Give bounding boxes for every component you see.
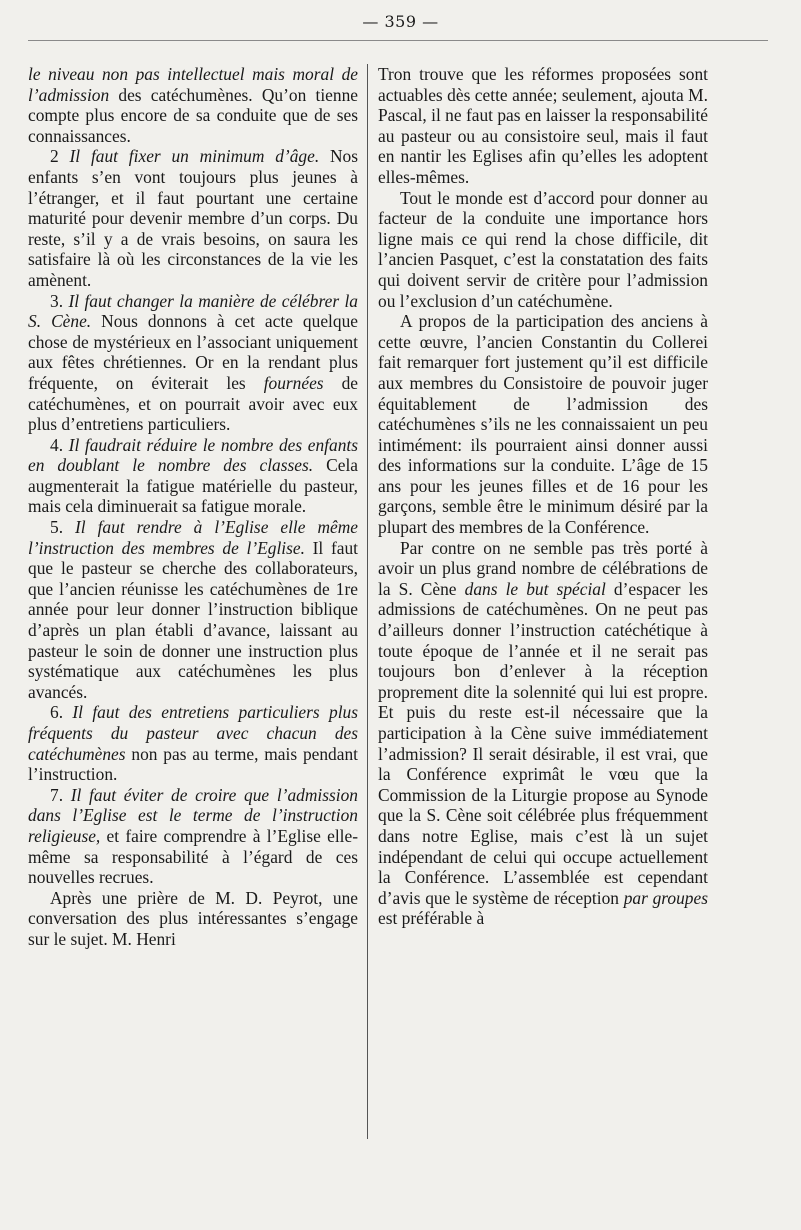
paragraph [28,785,358,888]
text-run: et faire comprendre à l’Eglise elle-même sa responsabilité à l’égard de ces nouvelles recrues. [28,825,358,888]
text-run: Tout le monde est d’accord pour donner au facteur de la conduite une importance hors ligne mais ce qui rend la chose difficile, dit l’ancien Pasquet, c’est la constatation des faits qui doivent servir de critère pour l’admission ou l’exclusion d’un catéchumène. [378,187,708,311]
paragraph [378,188,708,312]
paragraph [28,888,358,950]
paragraph [378,311,708,538]
text-run: 4. [50,434,69,455]
text-run: A propos de la participation des anciens à cette œuvre, l’ancien Constantin du Collerei fait remarquer fort justement qu’il est difficile aux membres du Consistoire de pouvoir juger équitablement de l’admission des catéchumènes s’ils ne les connaissaient un peu intimément: ils pourraient ainsi donner aussi des informations sur la conduite. L’âge de 15 ans pour les jeunes filles et de 16 pour les garçons, semble être le minimum désiré par la plupart des membres de la Conférence. [378,311,708,538]
column-divider [367,64,368,1139]
text-run: des catéchumènes. Qu’on tienne compte plus encore de sa conduite que de ses connaissances. [28,84,358,146]
paragraph [28,146,358,290]
text-run: d’espacer les admissions de catéchumènes. On ne peut pas d’ailleurs donner l’instruction catéchétique à toute époque de l’année et il ne serait pas toujours bon d’enlever à la réception proprement dite la solennité qui lui est propre. Et puis du reste est-il nécessaire que la participation à la Cène suive immédiatement l’admission? Il serait désirable, il est vrai, que la Conférence exprimât le vœu que la Commission de la Liturgie propose au Synode que la S. Cène soit célébrée plus fréquemment dans notre Eglise, mais c’est là un sujet indépendant de celui qui occupe actuellement la Conférence. L’assemblée est cependant d’avis que le système de réception [378,578,708,908]
italic-text: Il faut fixer un minimum d’âge. [69,146,320,167]
text-run: non pas au terme, mais pendant l’instruction. [28,743,358,785]
italic-text: Il faut des entretiens particuliers plus fréquents du pasteur avec chacun des catéchumènes [28,702,358,764]
text-run: 3. [50,290,69,311]
italic-text: dans le but spécial [464,578,606,599]
text-run: 6. [50,702,73,723]
text-run: Tron trouve que les réformes proposées sont actuables dès cette année; seulement, ajouta M. Pascal, il ne faut pas en laisser la responsabilité au pasteur ou au consistoire seul, mais il faut en nantir les Eglises afin qu’elles les adoptent elles-mêmes. [378,64,708,187]
italic-text: le niveau non pas intellectuel mais moral de l’admission [28,64,358,105]
text-run: 7. [50,784,71,805]
text-run: 2 [50,146,70,167]
text-run: de catéchumènes, et on pourrait avoir avec eux plus d’entretiens particuliers. [28,372,359,435]
italic-text: Il faudrait réduire le nombre des enfants en doublant le nombre des classes. [28,434,358,476]
italic-text: par groupes [623,887,708,908]
page-number: — 359 — [362,12,439,31]
italic-text: Il faut éviter de croire que l’admission dans l’Eglise est le terme de l’instruction religieuse, [28,784,359,846]
paragraph [28,517,358,702]
italic-text: fournées [263,372,324,393]
text-run: Cela augmenterait la fatigue matérielle du pasteur, mais cela diminuerait sa fatigue morale. [28,455,359,517]
text-run: Par contre on ne semble pas très porté à avoir un plus grand nombre de célébrations de la S. Cène [378,537,708,599]
italic-text: Il faut changer la manière de célébrer la S. Cène. [28,290,359,332]
paragraph [28,435,358,517]
paragraph [378,64,708,188]
text-run: Nous donnons à cet acte quelque chose de mystérieux en l’associant uniquement aux fêtes chrétiennes. Or en la rendant plus fréquente, on éviterait les [28,311,358,393]
text-run: Après une prière de M. D. Peyrot, une conversation des plus intéressantes s’engage sur le sujet. M. Henri [28,887,358,949]
header-rule [28,40,768,41]
left-column [28,64,358,950]
right-column [378,64,708,929]
paragraph [28,291,358,435]
paragraph [28,64,358,146]
italic-text: Il faut rendre à l’Eglise elle même l’instruction des membres de l’Eglise. [28,517,359,558]
paragraph [28,702,358,784]
text-run: 5. [50,517,76,538]
paragraph [378,538,708,929]
text-run: Nos enfants s’en vont toujours plus jeunes à l’étranger, et il faut pourtant une certaine maturité pour devenir membre d’un corps. Du reste, s’il y a de vrais besoins, on saura les satisfaire là où les circonstances de la vie les amènent. [28,146,359,290]
text-run: est préférable à [378,908,485,929]
text-run: Il faut que le pasteur se cherche des collaborateurs, que l’ancien réunisse les catéchumènes de 1re année pour leur donner l’instruction biblique d’après un plan établi d’avance, laissant au pasteur le soin de donner une instruction plus systématique aux catéchumènes les plus avancés. [28,537,358,702]
